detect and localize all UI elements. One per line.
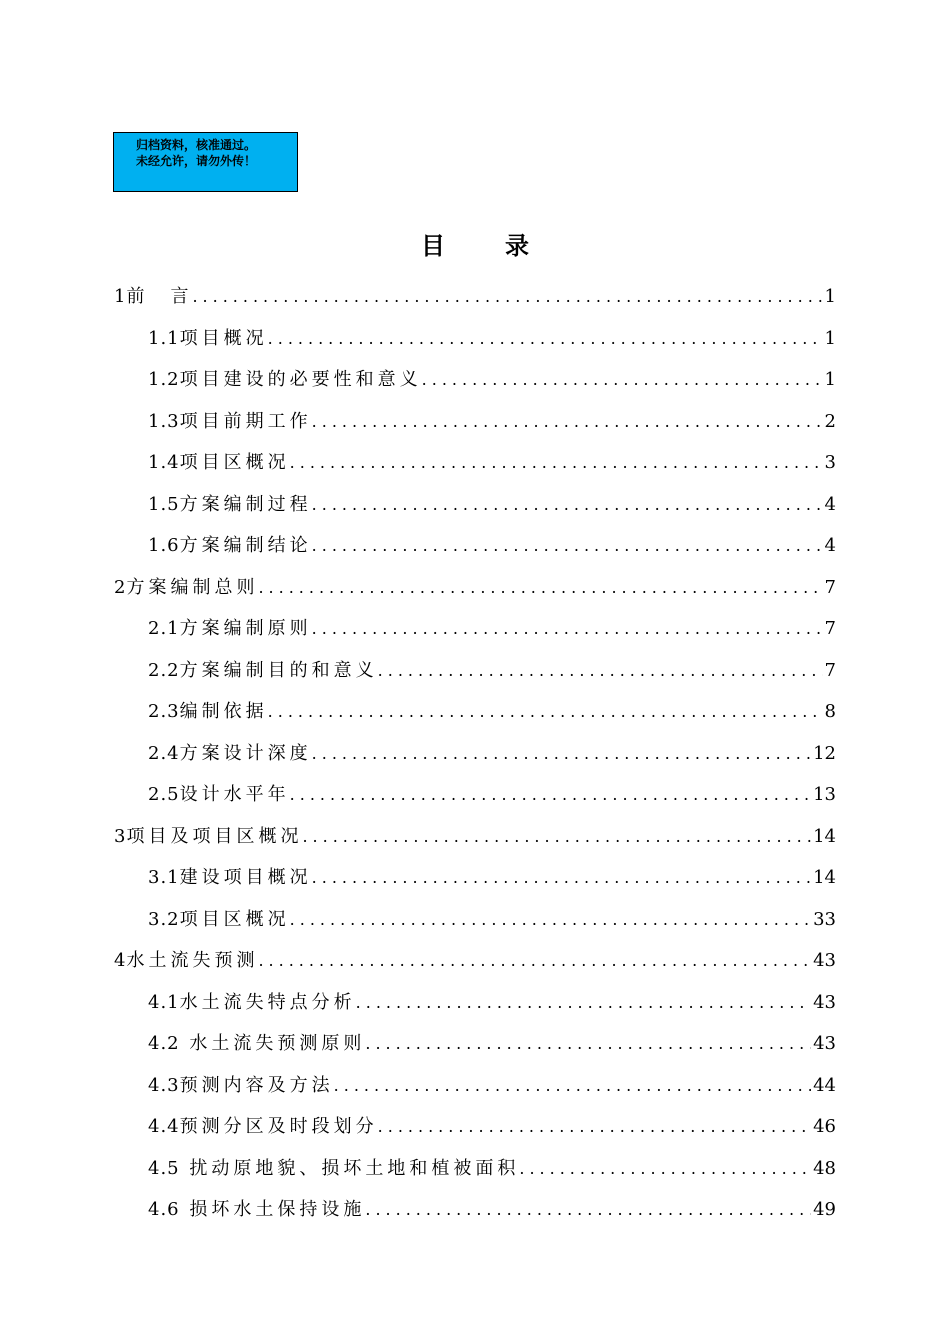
toc-entry-page: 1 (824, 327, 836, 349)
toc-entry-number: 4.6 (148, 1199, 180, 1220)
toc-entry-2-4[interactable] (114, 733, 836, 775)
toc-dot-leader (312, 401, 823, 443)
toc-entry-title: 项目及项目区概况 (126, 825, 303, 847)
notice-line-2: 未经允许，请勿外传！ (136, 154, 257, 168)
toc-entry-number: 3.2 (148, 908, 180, 930)
toc-entry-page: 13 (813, 784, 836, 805)
toc-entry-title: 编制依据 (179, 701, 268, 722)
toc-dot-leader (519, 1148, 811, 1190)
toc-dot-leader (290, 899, 811, 941)
toc-entry-2-5[interactable] (114, 774, 836, 816)
toc-dot-leader (290, 442, 823, 484)
toc-dot-leader (302, 816, 811, 858)
toc-entry-1-5[interactable] (114, 484, 836, 526)
toc-dot-leader (268, 691, 823, 733)
toc-entry-2-3[interactable] (114, 691, 836, 733)
toc-dot-leader (365, 1023, 811, 1065)
toc-dot-leader (312, 608, 823, 650)
toc-entry-number: 2 (114, 576, 127, 598)
toc-entry-4-6[interactable] (114, 1189, 836, 1231)
toc-entry-page: 14 (813, 867, 836, 888)
toc-entry-title: 损坏水土保持设施 (179, 1199, 366, 1220)
toc-entry-number: 4.1 (148, 991, 180, 1013)
toc-entry-page: 1 (824, 369, 836, 390)
toc-entry-1-6[interactable] (114, 525, 836, 567)
toc-dot-leader (312, 525, 823, 567)
toc-entry-number: 1.5 (148, 493, 180, 515)
toc-entry-2-2[interactable] (114, 650, 836, 692)
toc-entry-number: 4.5 (148, 1157, 180, 1179)
toc-entry-title: 方案设计深度 (179, 742, 312, 764)
toc-entry-number: 3.1 (148, 867, 180, 888)
toc-dot-leader (365, 1189, 811, 1231)
toc-entry-title: 水土流失预测 (126, 950, 259, 971)
toc-entry-number: 1.3 (148, 410, 180, 432)
toc-entry-1-2[interactable] (114, 359, 836, 401)
toc-entry-2[interactable] (114, 567, 836, 609)
toc-entry-3-1[interactable] (114, 857, 836, 899)
toc-dot-leader (422, 359, 823, 401)
toc-entry-page: 46 (813, 1116, 836, 1137)
toc-entry-page: 43 (813, 991, 836, 1013)
toc-entry-number: 2.5 (148, 784, 180, 805)
toc-dot-leader (268, 318, 823, 360)
toc-entry-page: 1 (824, 286, 836, 307)
toc-entry-page: 14 (813, 825, 836, 847)
toc-dot-leader (312, 484, 823, 526)
toc-entry-title: 项目前期工作 (179, 410, 312, 432)
toc-dot-leader (334, 1065, 811, 1107)
toc-entry-3[interactable] (114, 816, 836, 858)
toc-entry-page: 4 (824, 535, 836, 556)
toc-entry-title: 水土流失预测原则 (179, 1033, 366, 1054)
toc-entry-number: 1.6 (148, 535, 180, 556)
toc-entry-number: 4.3 (148, 1074, 180, 1096)
toc-dot-leader (258, 940, 811, 982)
table-of-contents (114, 276, 836, 1231)
toc-entry-page: 7 (824, 576, 836, 598)
toc-entry-number: 1 (114, 286, 127, 307)
toc-entry-page: 49 (813, 1199, 836, 1220)
toc-entry-page: 7 (824, 618, 836, 639)
toc-entry-3-2[interactable] (114, 899, 836, 941)
toc-entry-page: 7 (824, 659, 836, 681)
toc-entry-4-4[interactable] (114, 1106, 836, 1148)
toc-entry-number: 2.1 (148, 618, 180, 639)
toc-dot-leader (312, 857, 811, 899)
toc-entry-page: 33 (813, 908, 836, 930)
toc-entry-4-3[interactable] (114, 1065, 836, 1107)
toc-entry-page: 48 (813, 1157, 836, 1179)
toc-entry-page: 44 (813, 1074, 836, 1096)
toc-entry-title: 方案编制原则 (179, 618, 312, 639)
toc-entry-title: 设计水平年 (179, 784, 290, 805)
toc-entry-number: 1.1 (148, 327, 180, 349)
toc-entry-title: 扰动原地貌、损坏土地和植被面积 (179, 1157, 520, 1179)
toc-entry-page: 3 (824, 452, 836, 473)
toc-entry-1-3[interactable] (114, 401, 836, 443)
archive-notice-box (113, 132, 298, 192)
toc-dot-leader (378, 650, 823, 692)
toc-entry-number: 1.2 (148, 369, 180, 390)
toc-entry-1[interactable] (114, 276, 836, 318)
toc-dot-leader (378, 1106, 811, 1148)
toc-entry-1-1[interactable] (114, 318, 836, 360)
toc-entry-title: 方案编制过程 (179, 493, 312, 515)
toc-entry-title: 方案编制结论 (179, 535, 312, 556)
toc-entry-4-1[interactable] (114, 982, 836, 1024)
toc-entry-4-2[interactable] (114, 1023, 836, 1065)
toc-entry-title: 预测分区及时段划分 (179, 1116, 378, 1137)
toc-entry-number: 1.4 (148, 452, 180, 473)
toc-entry-page: 2 (824, 410, 836, 432)
toc-entry-title: 预测内容及方法 (179, 1074, 334, 1096)
toc-dot-leader (258, 567, 822, 609)
toc-dot-leader (356, 982, 811, 1024)
toc-entry-title: 项目概况 (179, 327, 268, 349)
toc-entry-page: 43 (813, 950, 836, 971)
toc-entry-number: 4 (114, 950, 127, 971)
notice-line-1: 归档资料，核准通过。 (136, 138, 257, 152)
toc-entry-number: 2.2 (148, 659, 180, 681)
toc-dot-leader (192, 276, 822, 318)
toc-entry-number: 4.4 (148, 1116, 180, 1137)
toc-entry-number: 2.3 (148, 701, 180, 722)
toc-entry-number: 2.4 (148, 742, 180, 764)
toc-entry-page: 8 (824, 701, 836, 722)
toc-entry-4-5[interactable] (114, 1148, 836, 1190)
toc-entry-page: 4 (824, 493, 836, 515)
toc-entry-4[interactable] (114, 940, 836, 982)
toc-entry-title: 项目建设的必要性和意义 (179, 369, 422, 390)
toc-entry-title: 项目区概况 (179, 452, 290, 473)
toc-dot-leader (290, 774, 811, 816)
toc-entry-title: 方案编制总则 (126, 576, 259, 598)
toc-dot-leader (312, 733, 811, 775)
toc-title: 目录 (421, 231, 589, 260)
toc-entry-title: 水土流失特点分析 (179, 991, 356, 1013)
toc-entry-title: 建设项目概况 (179, 867, 312, 888)
toc-entry-number: 4.2 (148, 1033, 180, 1054)
toc-entry-number: 3 (114, 825, 127, 847)
toc-entry-title: 方案编制目的和意义 (179, 659, 378, 681)
toc-entry-title: 前 言 (126, 286, 193, 307)
toc-entry-2-1[interactable] (114, 608, 836, 650)
toc-entry-page: 43 (813, 1033, 836, 1054)
toc-entry-title: 项目区概况 (179, 908, 290, 930)
toc-entry-page: 12 (813, 742, 836, 764)
toc-entry-1-4[interactable] (114, 442, 836, 484)
